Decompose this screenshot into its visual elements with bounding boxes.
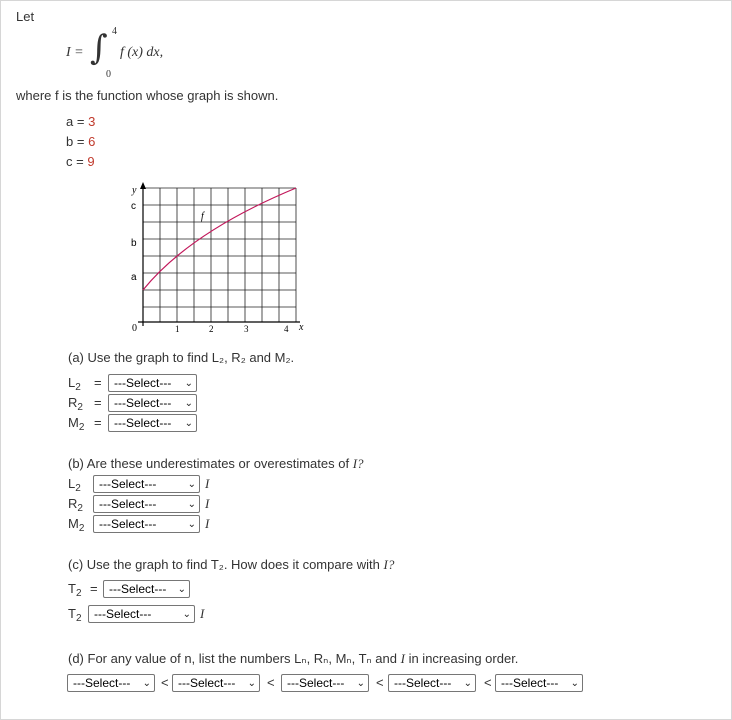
chevron-down-icon: ⌄ (463, 678, 472, 689)
part-b-l2-select[interactable]: ---Select--- ⌄ (93, 475, 200, 493)
y-axis-label: y (132, 185, 137, 196)
part-b-m2-label: $M_2$ (68, 516, 85, 534)
part-b-l2-label: $L_2$ (68, 476, 81, 494)
chevron-down-icon: ⌄ (182, 609, 191, 620)
part-a-l2-label: $L_2$ (68, 375, 81, 393)
part-d-less-than-1: < (161, 675, 169, 690)
param-c: c = 9 (66, 154, 95, 169)
part-d-select-3[interactable]: ---Select--- ⌄ (281, 674, 369, 692)
let-text: Let (16, 9, 35, 24)
chevron-down-icon: ⌄ (356, 678, 365, 689)
part-b-l2-suffix: I (205, 476, 210, 491)
chevron-down-icon: ⌄ (247, 678, 256, 689)
chevron-down-icon: ⌄ (187, 479, 196, 490)
part-d-prompt: (d) For any value of n, list the numbers Lₙ, Rₙ, Mₙ, Tₙ and I in increasing order. (68, 651, 519, 666)
chevron-down-icon: ⌄ (187, 519, 196, 530)
y-axis-arrow (140, 182, 146, 189)
part-b-r2-label: $R_2$ (68, 496, 83, 514)
integrand: f (x) dx, (120, 45, 164, 60)
x-tick-4: 4 (284, 324, 289, 334)
x-tick-3: 3 (244, 324, 249, 334)
y-tick-c: c (131, 201, 136, 212)
where-text: where f is the function whose graph is shown. (16, 88, 279, 103)
chevron-down-icon: ⌄ (570, 678, 579, 689)
integral-lhs: I = (66, 45, 84, 60)
part-d-select-1[interactable]: ---Select--- ⌄ (67, 674, 155, 692)
part-d-less-than-2: < (267, 675, 275, 690)
chevron-down-icon: ⌄ (184, 398, 193, 409)
y-tick-a: a (131, 272, 137, 283)
part-b-r2-select[interactable]: ---Select--- ⌄ (93, 495, 200, 513)
part-d-select-2[interactable]: ---Select--- ⌄ (172, 674, 260, 692)
part-a-r2-select[interactable]: ---Select--- ⌄ (108, 394, 197, 412)
part-c-t2-suffix: I (200, 606, 205, 621)
part-c-t2-label: $T_2$ (68, 581, 82, 599)
part-b-r2-suffix: I (205, 496, 210, 511)
graph-grid (143, 188, 296, 322)
part-a-m2-label: $M_2$ (68, 415, 85, 433)
x-tick-1: 1 (175, 324, 180, 334)
origin-label: 0 (132, 323, 137, 334)
part-c-t2-eq: = (90, 581, 98, 596)
part-a-r2-eq: = (94, 395, 102, 410)
part-d-less-than-4: < (484, 675, 492, 690)
part-c-t2-select[interactable]: ---Select--- ⌄ (103, 580, 190, 598)
x-axis-label: x (299, 322, 304, 333)
part-a-l2-eq: = (94, 375, 102, 390)
part-d-select-4[interactable]: ---Select--- ⌄ (388, 674, 476, 692)
chevron-down-icon: ⌄ (184, 418, 193, 429)
function-graph (110, 180, 310, 335)
x-tick-2: 2 (209, 324, 214, 334)
part-d-select-5[interactable]: ---Select--- ⌄ (495, 674, 583, 692)
part-a-m2-select[interactable]: ---Select--- ⌄ (108, 414, 197, 432)
chevron-down-icon: ⌄ (187, 499, 196, 510)
part-c-t2-compare-label: $T_2$ (68, 606, 82, 624)
integral-lower-limit: 0 (106, 69, 111, 80)
part-c-t2-compare-select[interactable]: ---Select--- ⌄ (88, 605, 195, 623)
param-a: a = 3 (66, 114, 96, 129)
chevron-down-icon: ⌄ (142, 678, 151, 689)
part-d-less-than-3: < (376, 675, 384, 690)
part-b-m2-select[interactable]: ---Select--- ⌄ (93, 515, 200, 533)
part-c-prompt: (c) Use the graph to find T₂. How does it compare with I? (68, 557, 395, 572)
chevron-down-icon: ⌄ (177, 584, 186, 595)
part-a-r2-label: $R_2$ (68, 395, 83, 413)
integral-upper-limit: 4 (112, 26, 117, 37)
part-b-prompt: (b) Are these underestimates or overestimates of I? (68, 456, 364, 471)
part-a-prompt: (a) Use the graph to find L₂, R₂ and M₂. (68, 350, 295, 365)
part-a-m2-eq: = (94, 415, 102, 430)
y-tick-b: b (131, 238, 137, 249)
integral-sign: ∫ (90, 28, 108, 68)
chevron-down-icon: ⌄ (184, 378, 193, 389)
part-a-l2-select[interactable]: ---Select--- ⌄ (108, 374, 197, 392)
param-b: b = 6 (66, 134, 96, 149)
f-label: f (201, 211, 204, 222)
part-b-m2-suffix: I (205, 516, 210, 531)
